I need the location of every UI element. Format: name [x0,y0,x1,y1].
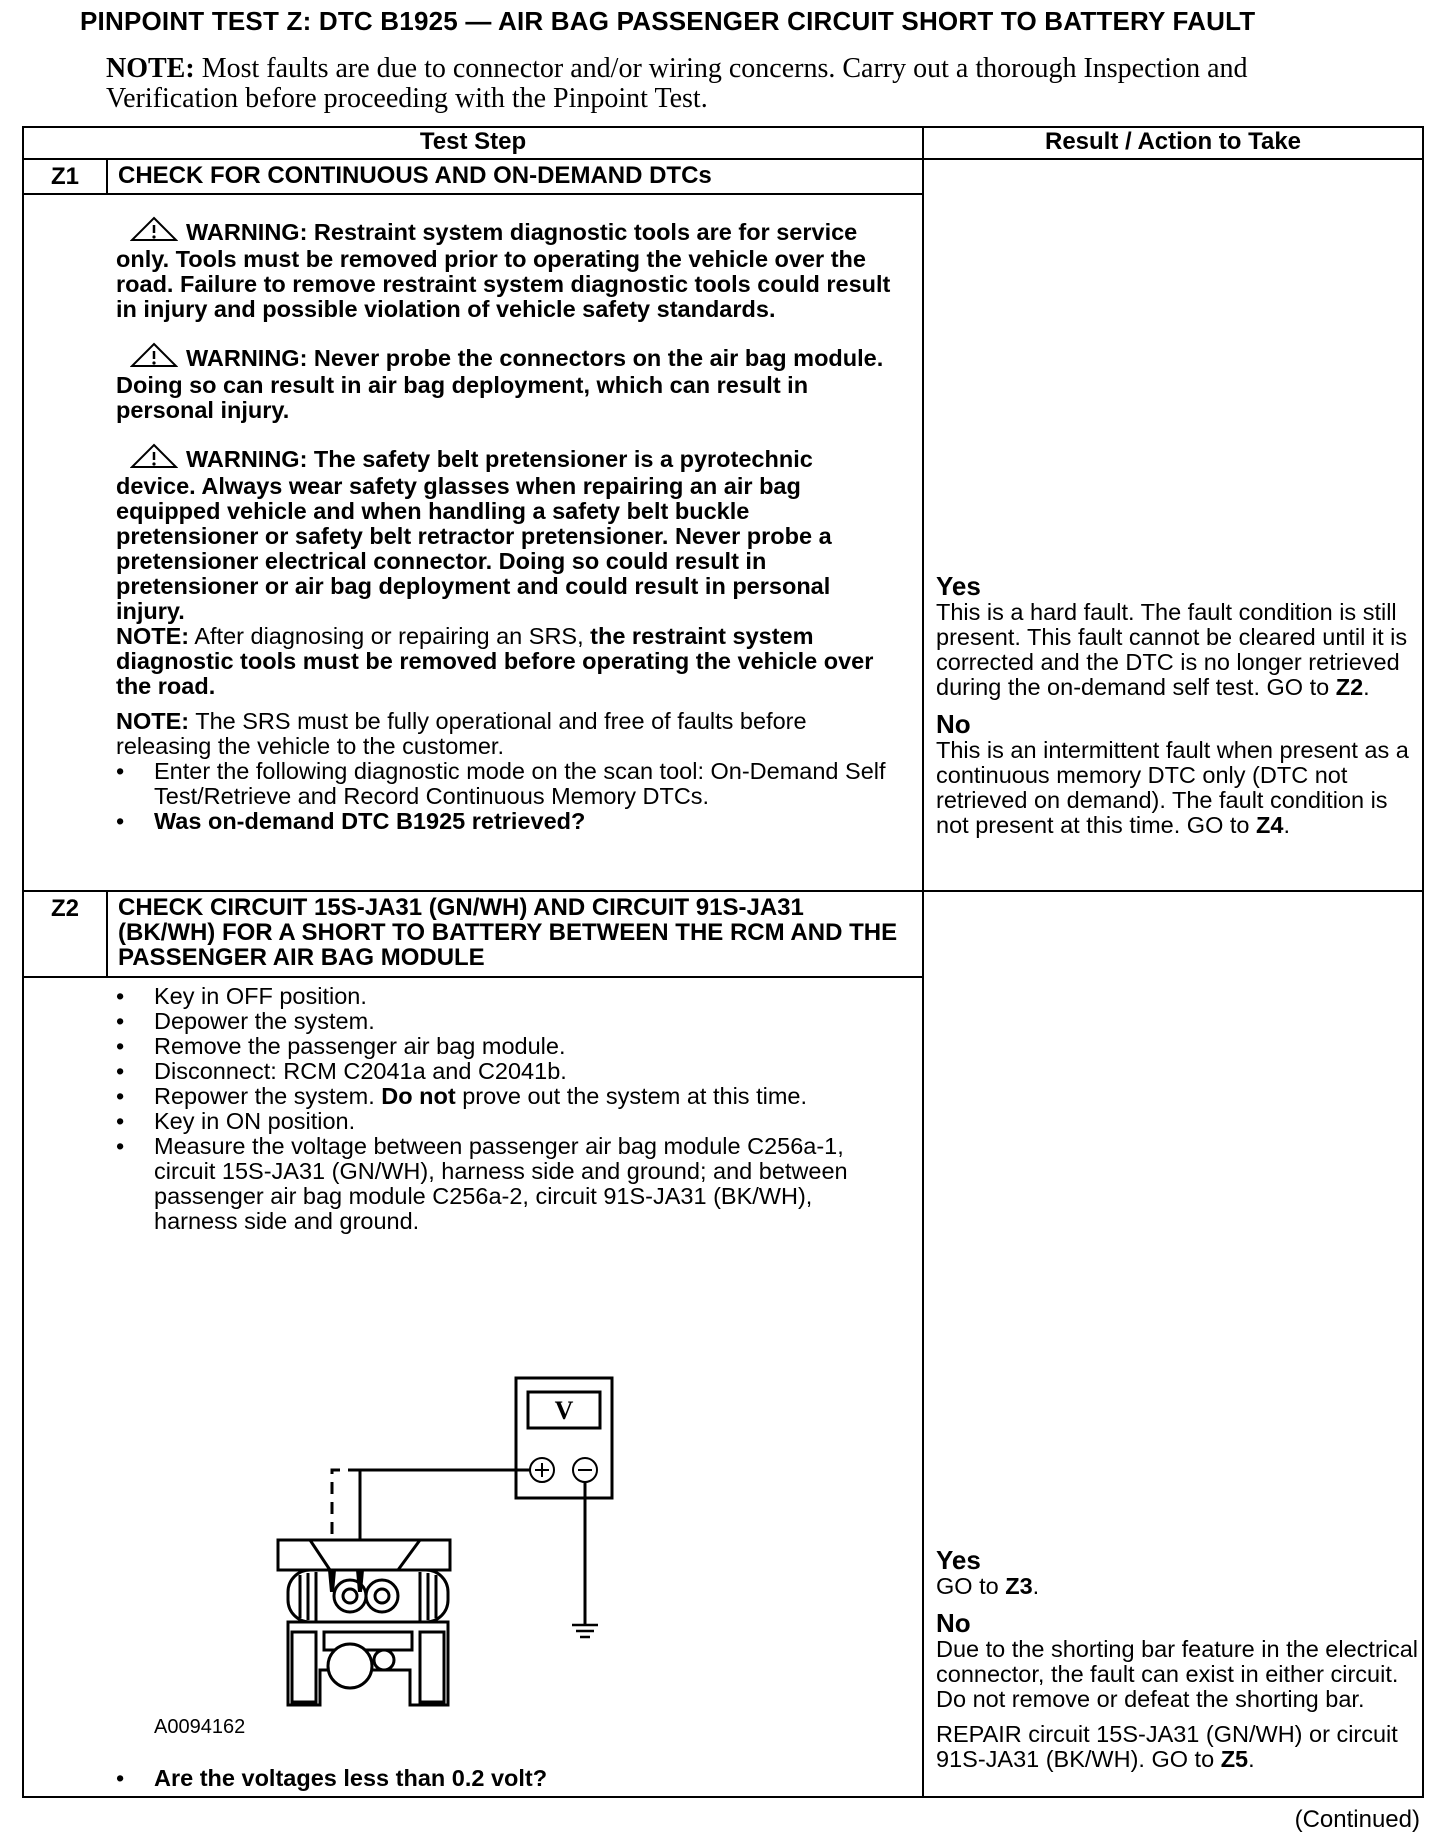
z2-yes-text: GO to Z3. [936,1573,1040,1599]
z2-result [936,1546,1422,1772]
z2-step-number: Z2 [50,895,79,922]
list-item: • Enter the following diagnostic mode on the scan tool: On-Demand Self Test/Retrieve and Record Continuous Memory DTCs. [116,759,896,809]
intro-note-label: NOTE: [106,53,195,84]
z1-result [936,572,1422,838]
z2-step-title: CHECK CIRCUIT 15S-JA31 (GN/WH) AND CIRCUIT 91S-JA31 (BK/WH) FOR A SHORT TO BATTERY BETWEEN THE RCM AND THE PASSENGER AIR BAG MODULE [118,894,898,971]
intro-note [106,54,1306,114]
list-item: • Key in OFF position. [116,984,876,1009]
z1-z2-rule [22,890,1424,892]
z2-step-body [116,984,876,1234]
warning-triangle-icon [130,342,178,373]
header-test-step: Test Step [419,128,527,155]
column-divider [922,126,924,1798]
z1-step-body [116,216,896,834]
z1-warning-3: WARNING: The safety belt pretensioner is a pyrotechnic device. Always wear safety glasses when repairing an air bag equipped vehicle and when handling a safety belt buckle pretensioner or safety belt retractor pretensioner. Never probe a pretensioner electrical connector. Doing so could result in pretensioner or air bag deployment and could result in personal injury. [116,443,896,624]
z1-step-title: CHECK FOR CONTINUOUS AND ON-DEMAND DTCs [118,162,712,189]
z2-instructions [116,984,876,1234]
figure-code: A0094162 [154,1716,246,1738]
z2-no-text: Due to the shorting bar feature in the electrical connector, the fault can exist in either circuit. Do not remove or defeat the shorting bar. [936,1636,1419,1712]
z1-no-label: No [936,709,971,739]
z1-yes-text: This is a hard fault. The fault condition is still present. This fault cannot be cleared until it is corrected and the DTC is no longer retrieved during the on-demand self test. GO to Z2. [936,599,1408,700]
z2-yes-label: Yes [936,1545,981,1575]
list-item: • Depower the system. [116,1009,876,1034]
list-item: • Measure the voltage between passenger air bag module C256a-1, circuit 15S-JA31 (GN/WH), harness side and ground; and between passenger air bag module C256a-2, circuit 91S-JA31 (BK/WH), harness side and ground. [116,1134,876,1234]
warning-triangle-icon [130,443,178,474]
warning-triangle-icon [130,216,178,247]
voltmeter-diagram [270,1370,620,1710]
z1-step-number: Z1 [50,163,79,190]
z1-warning-1: WARNING: Restraint system diagnostic tools are for service only. Tools must be removed prior to operating the vehicle over the road. Failure to remove restraint system diagnostic tools could result in injury and possible violation of vehicle safety standards. [116,216,896,322]
continued-label: (Continued) [1294,1806,1420,1833]
z1-warning-2: WARNING: Never probe the connectors on the air bag module. Doing so can result in air bag deployment, which can result in personal injury. [116,342,896,423]
z2-repair-text: REPAIR circuit 15S-JA31 (GN/WH) or circuit 91S-JA31 (BK/WH). GO to Z5. [936,1721,1398,1772]
z1-title-rule [22,193,924,195]
list-item: • Remove the passenger air bag module. [116,1034,876,1059]
z1-yes-label: Yes [936,571,981,601]
z1-note-2: NOTE: The SRS must be fully operational and free of faults before releasing the vehicle to the customer. [116,708,807,759]
voltmeter-symbol: V [554,1396,574,1425]
page-title: PINPOINT TEST Z: DTC B1925 — AIR BAG PASSENGER CIRCUIT SHORT TO BATTERY FAULT [80,6,1256,36]
goto-link[interactable]: Z2 [1335,674,1364,700]
list-item: • Key in ON position. [116,1109,876,1134]
goto-link[interactable]: Z3 [1005,1573,1033,1599]
z1-no-text: This is an intermittent fault when present as a continuous memory DTC only (DTC not retrieved on demand). The fault condition is not present at this time. GO to Z4. [936,737,1409,838]
list-item: • Was on-demand DTC B1925 retrieved? [116,809,896,834]
header-result-action: Result / Action to Take [1044,128,1302,155]
air-bag-module-connector [278,1540,450,1705]
list-item: • Disconnect: RCM C2041a and C2041b. [116,1059,876,1084]
ground-symbol [572,1625,598,1637]
list-item: • Are the voltages less than 0.2 volt? [116,1766,876,1791]
intro-note-text: Most faults are due to connector and/or wiring concerns. Carry out a thorough Inspection and Verification before proceeding with the Pinpoint Test. [106,53,1248,114]
z2-question [116,1766,876,1791]
z2-title-rule [22,976,924,978]
list-item: • Repower the system. Do not prove out the system at this time. [116,1084,876,1109]
z1-instructions [116,759,896,834]
header-rule [22,158,1424,160]
z1-note-1: NOTE: After diagnosing or repairing an SRS, the restraint system diagnostic tools must be removed before operating the vehicle over the road. [116,623,874,699]
goto-link[interactable]: Z5 [1220,1746,1249,1772]
goto-link[interactable]: Z4 [1256,812,1284,838]
z2-no-label: No [936,1608,971,1638]
